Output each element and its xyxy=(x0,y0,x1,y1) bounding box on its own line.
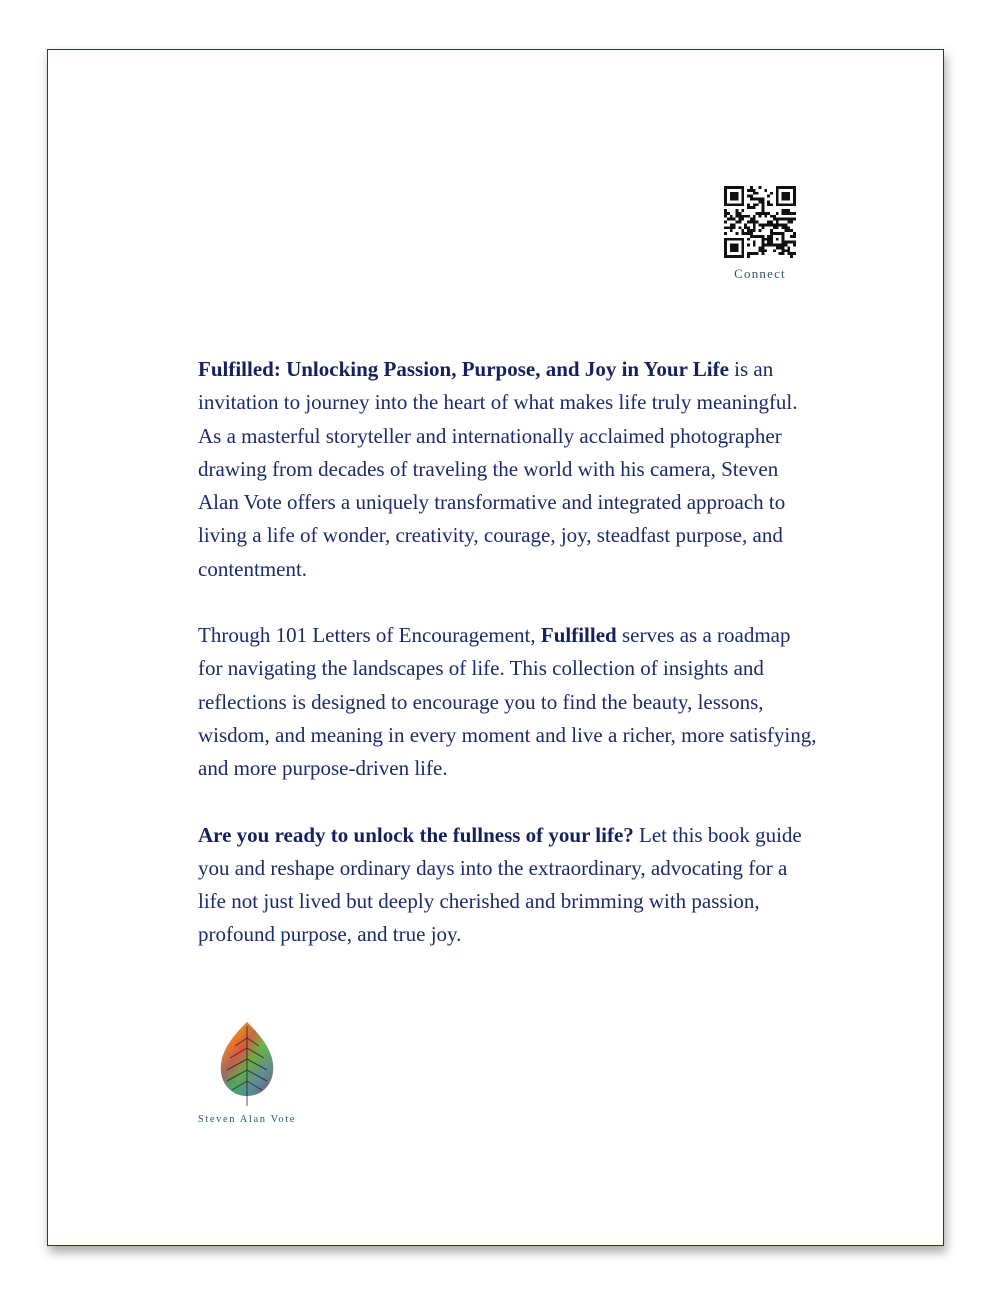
paragraph-letters-before: Through 101 Letters of Encouragement, xyxy=(198,623,541,648)
qr-caption: Connect xyxy=(734,266,786,281)
paragraph-letters-after: serves as a roadmap for navigating the landscapes of life. This collection of insights and reflections is designed to encourage you to find the beauty, lessons, wisdom, and meaning in every moment and live a richer, more satisfying, and more purpose-driven life. xyxy=(198,623,817,781)
qr-code-icon[interactable] xyxy=(724,186,796,258)
paragraph-intro-text: is an invitation to journey into the heart of what makes life truly meaningful. As a masterful storyteller and internationally acclaimed photographer drawing from decades of traveling the world with his camera, Steven Alan Vote offers a uniquely transformative and integrated approach to living a life of wonder, creativity, courage, joy, steadfast purpose, and contentment. xyxy=(198,357,798,581)
rainbow-leaf-icon xyxy=(217,1018,277,1108)
back-cover-page xyxy=(47,49,944,1246)
author-name: Steven Alan Vote xyxy=(197,1114,297,1125)
paragraph-letters xyxy=(198,619,818,785)
question-bold: Are you ready to unlock the fullness of your life? xyxy=(198,822,634,847)
description-text xyxy=(198,353,818,985)
paragraph-intro xyxy=(198,353,818,586)
book-title-bold: Fulfilled: Unlocking Passion, Purpose, and Joy in Your Life xyxy=(198,357,729,381)
paragraph-question-text: Let this book guide you and reshape ordinary days into the extraordinary, advocating for a life not just lived but deeply cherished and brimming with passion, profound purpose, and true joy. xyxy=(198,822,802,947)
fulfilled-bold: Fulfilled xyxy=(540,623,617,648)
qr-block[interactable] xyxy=(724,186,796,282)
author-logo xyxy=(188,1018,306,1125)
paragraph-question xyxy=(198,819,818,952)
